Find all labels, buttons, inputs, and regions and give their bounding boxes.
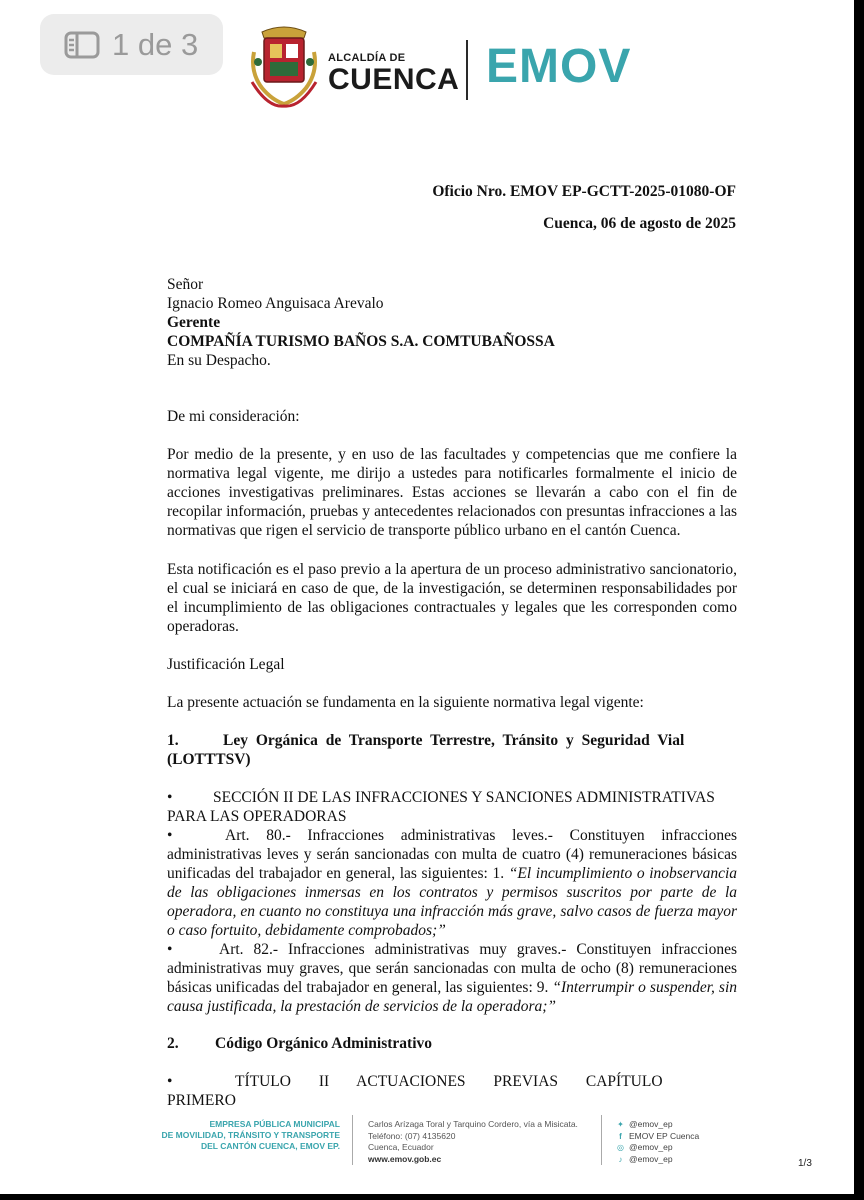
section-title: SECCIÓN II DE LAS INFRACCIONES Y SANCIONES ADMINISTRATIVAS PARA LAS OPERADORAS (167, 789, 715, 825)
recipient-company: COMPAÑÍA TURISMO BAÑOS S.A. COMTUBAÑOSSA (167, 333, 555, 350)
paragraph-2: Esta notificación es el paso previo a la apertura de un proceso administrativo sancionatorio, el cual se iniciará en caso de que, de la investigación, se determinen responsabilidades por el incumplimiento de las obligaciones contractuales y legales que les corresponden como operadoras. (167, 561, 737, 635)
art-80-text: Art. 80.- Infracciones administrativas leves.- Constituyen infracciones administrativas leves y serán sancionadas con multa de cuatro (4) remuneraciones básicas unificadas del trabajador en general, las siguientes: 1. (167, 827, 737, 882)
document-header (248, 22, 648, 108)
tiktok-icon: ♪ (618, 1154, 623, 1164)
footer-address-line: Teléfono: (07) 4135620 (368, 1130, 456, 1141)
law-1-heading (167, 731, 737, 769)
greeting: De mi consideración: (167, 408, 300, 425)
art-80-item (167, 826, 737, 940)
sidebar-toggle-icon (64, 31, 100, 59)
recipient-block (167, 275, 737, 370)
twitter-icon: ✦ (617, 1120, 624, 1129)
social-twitter[interactable] (616, 1119, 699, 1131)
oficio-number: Oficio Nro. EMOV EP-GCTT-2025-01080-OF (432, 183, 736, 200)
law-1-section (167, 788, 737, 826)
footer-org-line: EMPRESA PÚBLICA MUNICIPAL (209, 1119, 340, 1129)
recipient-name: Ignacio Romeo Anguisaca Arevalo (167, 295, 384, 312)
bullet: • (167, 941, 173, 958)
facebook-icon: f (619, 1131, 622, 1141)
page-number: 1/3 (798, 1158, 812, 1169)
page-indicator-label: 1 de 3 (112, 26, 199, 62)
document-date: Cuenca, 06 de agosto de 2025 (543, 215, 736, 232)
social-instagram[interactable] (616, 1142, 699, 1154)
footer-website-link[interactable]: www.emov.gob.ec (368, 1153, 442, 1164)
footer-address (368, 1119, 578, 1165)
bullet: • (167, 1073, 173, 1090)
footer-address-line: Cuenca, Ecuador (368, 1142, 434, 1152)
bullet: • (167, 789, 173, 806)
alcaldia-cuenca-logo (328, 52, 459, 94)
law-1-title: Ley Orgánica de Transporte Terrestre, Tránsito y Seguridad Vial (LOTTTSV) (167, 732, 685, 768)
law-1-number: 1. (167, 732, 179, 749)
social-tiktok[interactable] (616, 1154, 699, 1166)
law-2-bullet (167, 1072, 737, 1110)
footer-org-line: DE MOVILIDAD, TRÁNSITO Y TRANSPORTE (161, 1130, 340, 1140)
viewer-edge (854, 0, 864, 1200)
paragraph-1: Por medio de la presente, y en uso de las facultades y competencias que me confiere la normativa legal vigente, me dirijo a ustedes para notificarles formalmente el inicio de acciones investigativas preliminares. Estas acciones se llevarán a cabo con el fin de recopilar información, pruebas y antecedentes relacionados con presuntas infracciones a las normativas que rigen el servicio de transporte público urbano en el cantón Cuenca. (167, 446, 737, 539)
viewer-edge-bottom (0, 1194, 864, 1200)
footer-org (160, 1119, 340, 1152)
emov-logo: EMOV (486, 40, 632, 93)
recipient-salutation: Señor (167, 276, 204, 293)
recipient-role: Gerente (167, 314, 221, 331)
bullet: • (167, 827, 173, 844)
law-2-heading (167, 1034, 737, 1053)
alcaldia-small-text: ALCALDÍA DE (328, 52, 406, 64)
justificacion-heading: Justificación Legal (167, 656, 285, 673)
recipient-despacho: En su Despacho. (167, 352, 271, 369)
footer-org-line: DEL CANTÓN CUENCA, EMOV EP. (200, 1141, 340, 1151)
law-2-bullet-text: TÍTULO II ACTUACIONES PREVIAS CAPÍTULO PRIMERO (167, 1073, 663, 1109)
document-footer (0, 1115, 864, 1175)
logo-divider (466, 40, 468, 100)
footer-social (616, 1119, 699, 1165)
intro-normativa: La presente actuación se fundamenta en la siguiente normativa legal vigente: (167, 694, 644, 711)
instagram-icon: ◎ (617, 1143, 624, 1152)
footer-address-line: Carlos Arízaga Toral y Tarquino Cordero, vía a Misicata. (368, 1119, 578, 1129)
footer-divider (601, 1115, 602, 1165)
art-82-text: Art. 82.- Infracciones administrativas muy graves.- Constituyen infracciones administrativas muy graves, que serán sancionadas con multa de ocho (8) remuneraciones básicas unificadas del trabajador en general, las siguientes: 9. (167, 941, 737, 996)
art-82-item (167, 940, 737, 1016)
social-label: @emov_ep (629, 1153, 673, 1164)
page-indicator-button[interactable] (40, 14, 223, 75)
law-2-number: 2. (167, 1035, 179, 1052)
law-2-title: Código Orgánico Administrativo (215, 1035, 433, 1052)
social-label: @emov_ep (629, 1119, 673, 1129)
social-facebook[interactable] (616, 1131, 699, 1143)
cuenca-coat-of-arms-icon (248, 22, 320, 113)
footer-divider (352, 1115, 353, 1165)
social-label: @emov_ep (629, 1142, 673, 1152)
art-80-quote: “El incumplimiento o inobservancia de las obligaciones inmersas en los contratos y permisos suscritos por parte de la operadora, en cuanto no constituya una infracción más grave, salvo casos de fuerza mayor o caso fortuito, debidamente comprobados;” (167, 865, 738, 939)
alcaldia-big-text: CUENCA (328, 63, 460, 96)
art-82-quote: “Interrumpir o suspender, sin causa justificada, la prestación de servicios de la operadora;” (167, 979, 738, 1015)
social-label: EMOV EP Cuenca (629, 1130, 700, 1141)
